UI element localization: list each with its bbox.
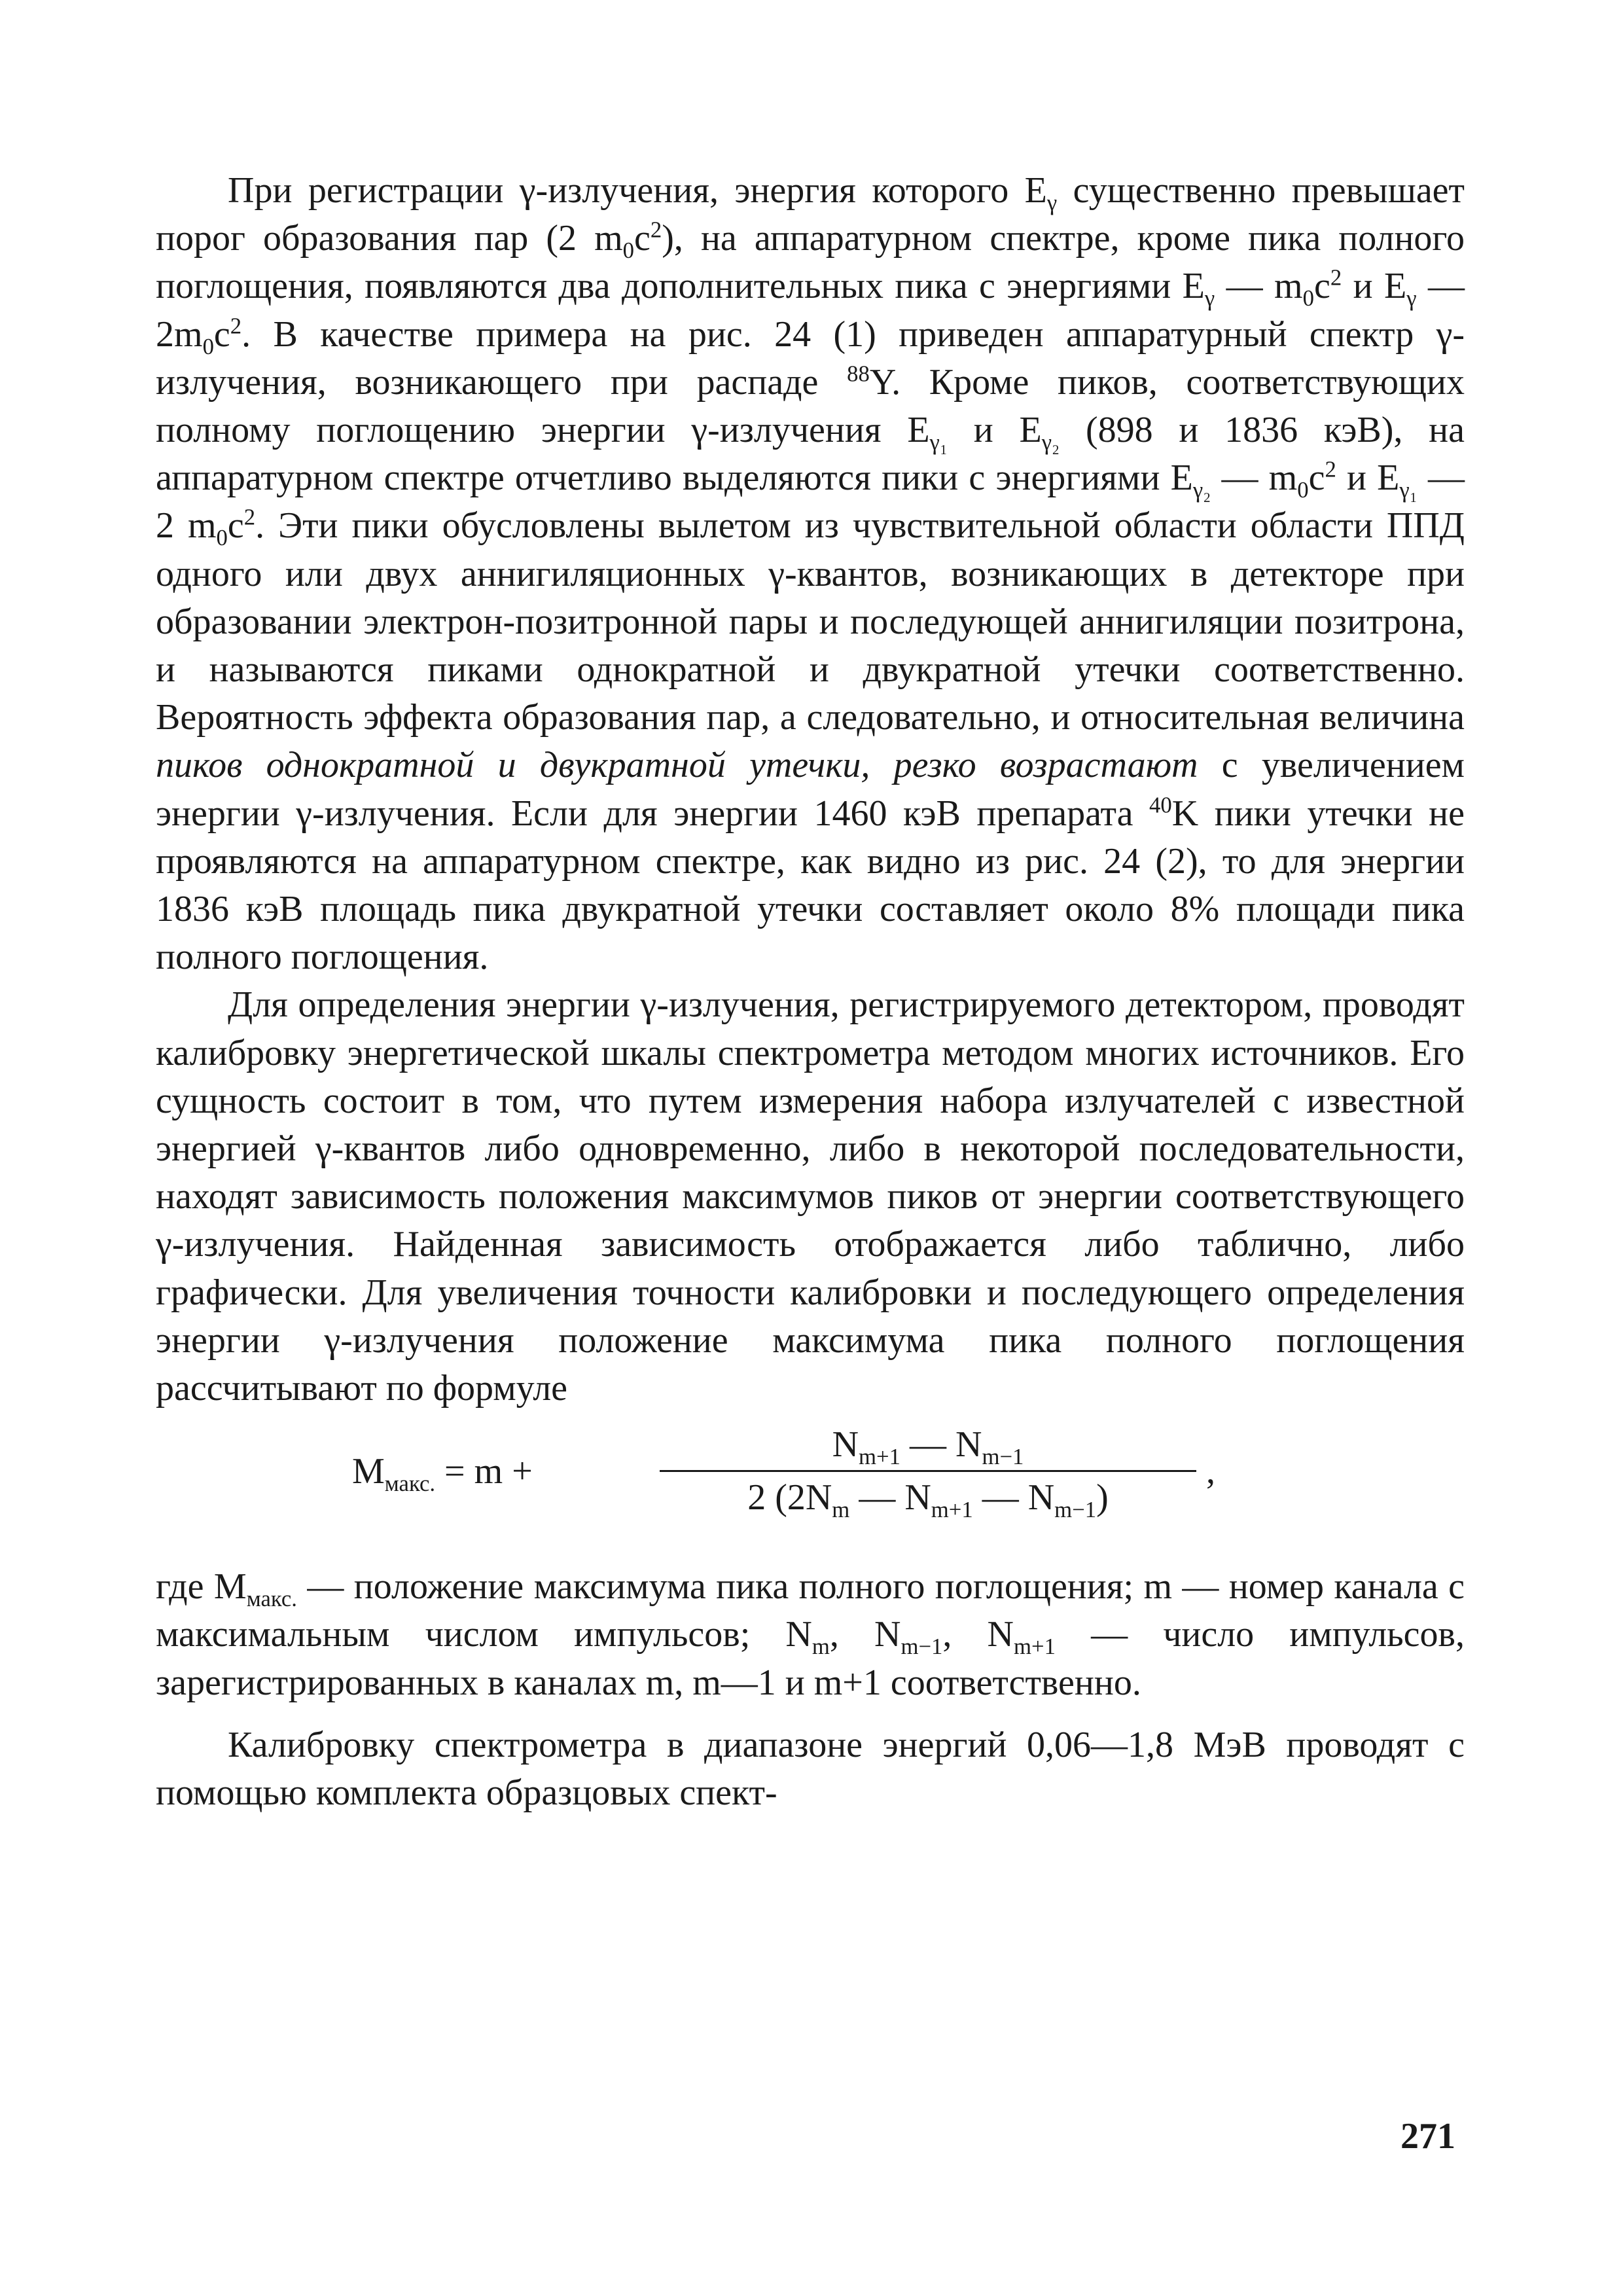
text-run: где M bbox=[156, 1566, 247, 1607]
formula-symbol: M bbox=[352, 1451, 385, 1492]
subscript: m−1 bbox=[1054, 1497, 1097, 1523]
text-run: — m bbox=[1211, 457, 1298, 499]
text-run: — 2 m bbox=[156, 457, 1465, 547]
formula-numerator bbox=[660, 1422, 1196, 1470]
fraction-bar bbox=[660, 1470, 1196, 1472]
superscript: 2 bbox=[1330, 264, 1342, 291]
peak-position-formula bbox=[156, 1422, 1465, 1552]
text-run: ), на аппаратурном спектре, кроме пика полного поглощения, появляются два дополнительных пика с энергиями E bbox=[156, 218, 1465, 307]
text-run: . Эти пики обусловлены вылетом из чувствительной области области ППД одного или двух аннигиляционных γ-квантов, возникающих в детекторе при образовании электрон-позитронной пары и последующей аннигиляции позитрона, и называются пиками однократной и двукратной утечки соответственно. Вероятность эффекта образования пар, а следовательно, и относительная величина bbox=[156, 505, 1465, 738]
paragraph-pair-production bbox=[156, 167, 1465, 981]
text-run: — положение максимума пика полного поглощения; m — номер канала с максимальным числом импульсов; N bbox=[156, 1566, 1465, 1655]
formula-text: — N bbox=[849, 1477, 931, 1518]
formula-text: N bbox=[832, 1424, 859, 1465]
superscript: 88 bbox=[847, 361, 870, 387]
text-run: — число импульсов, зарегистрированных в каналах m, m—1 и m+1 соответственно. bbox=[156, 1614, 1465, 1703]
text-run: c bbox=[1308, 457, 1325, 499]
text-run: c bbox=[634, 218, 651, 259]
text-run: . В качестве примера на рис. 24 (1) приведен аппаратурный спектр γ-излучения, возникающего при распаде bbox=[156, 314, 1465, 403]
text-run: — m bbox=[1215, 266, 1303, 307]
subscript: m−1 bbox=[901, 1634, 943, 1660]
superscript: 2 bbox=[230, 312, 242, 338]
subscript: m bbox=[812, 1634, 830, 1660]
text-run: с увеличением энергии γ-излучения. Если для энергии 1460 кэВ препарата bbox=[156, 745, 1465, 834]
page-number: 271 bbox=[1400, 2116, 1455, 2157]
text-run: (898 и 1836 кэВ), на аппаратурном спектре отчетливо выделяются пики с энергиями E bbox=[156, 410, 1465, 499]
text-run: и E bbox=[947, 410, 1042, 451]
subscript: макс. bbox=[384, 1471, 436, 1497]
subscript: γ bbox=[1204, 285, 1215, 312]
text-run: При регистрации γ-излучения, энергия которого E bbox=[228, 170, 1047, 211]
formula-comma: , bbox=[1206, 1451, 1215, 1492]
text-run: — 2m bbox=[156, 266, 1465, 355]
formula-text: — N bbox=[901, 1424, 982, 1465]
formula-text: — N bbox=[972, 1477, 1055, 1518]
superscript: 2 bbox=[243, 504, 256, 530]
formula-denominator bbox=[660, 1475, 1196, 1523]
subscript: m bbox=[832, 1497, 850, 1523]
subscript: макс. bbox=[246, 1586, 297, 1612]
paragraph-formula-legend bbox=[156, 1563, 1465, 1707]
subscript: 0 bbox=[216, 525, 228, 551]
subscript: m−1 bbox=[982, 1444, 1024, 1470]
subscript: m+1 bbox=[931, 1497, 973, 1523]
text-run: , N bbox=[942, 1614, 1014, 1655]
subscript: 0 bbox=[622, 238, 635, 264]
subscript: m+1 bbox=[859, 1444, 901, 1470]
formula-text: = m + bbox=[435, 1451, 533, 1492]
formula-text: ) bbox=[1096, 1477, 1109, 1518]
paragraph-spectrometer-range: Калибровку спектрометра в диапазоне энергий 0,06—1,8 МэВ проводят с помощью комплекта образцовых спект- bbox=[156, 1724, 1465, 1814]
subscript: 0 bbox=[202, 333, 214, 359]
subscript: γ₁ bbox=[1399, 477, 1418, 503]
text-run: K пики утечки не проявляются на аппаратурном спектре, как видно из рис. 24 (2), то для энергии 1836 кэВ площадь пика двукратной утечки составляет около 8% площади пика полного поглощения. bbox=[156, 793, 1465, 978]
text-run: c bbox=[227, 505, 244, 547]
page-body bbox=[156, 167, 1465, 1817]
text-run: и E bbox=[1342, 266, 1407, 307]
subscript: 0 bbox=[1302, 285, 1314, 312]
text-run: , N bbox=[829, 1614, 901, 1655]
italic-phrase: пиков однократной и двукратной утечки, резко возрастают bbox=[156, 745, 1198, 786]
superscript: 2 bbox=[650, 217, 662, 243]
text-run: существенно превышает порог образования пар (2 m bbox=[156, 170, 1465, 259]
superscript: 40 bbox=[1149, 791, 1172, 817]
text-run: c bbox=[1313, 266, 1330, 307]
formula-text: 2 (2N bbox=[747, 1477, 832, 1518]
formula-fraction bbox=[660, 1422, 1196, 1523]
formula-lhs bbox=[352, 1450, 533, 1497]
subscript: 0 bbox=[1297, 477, 1309, 503]
paragraph-calibration-method: Для определения энергии γ-излучения, регистрируемого детектором, проводят калибровку энергетической шкалы спектрометра методом многих источников. Его сущность состоит в том, что путем измерения набора излучателей с известной энергией γ-квантов либо одновременно, либо в некоторой последовательности, находят зависимость положения максимумов пиков от энергии соответствующего γ-излучения. Найденная зависимость отображается либо таблично, либо графически. Для увеличения точности калибровки и последующего определения энергии γ-излучения положение максимума пика полного поглощения рассчитывают по формуле bbox=[156, 984, 1465, 1409]
text-run: Y. Кроме пиков, соответствующих полному поглощению энергии γ-излучения E bbox=[156, 361, 1465, 451]
subscript: γ₂ bbox=[1041, 429, 1060, 456]
text-run: и E bbox=[1336, 457, 1400, 499]
superscript: 2 bbox=[1325, 456, 1336, 482]
subscript: m+1 bbox=[1014, 1634, 1056, 1660]
subscript: γ bbox=[1406, 285, 1417, 312]
text-run: c bbox=[213, 314, 230, 355]
subscript: γ bbox=[1046, 190, 1058, 216]
subscript: γ₂ bbox=[1192, 477, 1211, 503]
subscript: γ₁ bbox=[929, 429, 948, 456]
